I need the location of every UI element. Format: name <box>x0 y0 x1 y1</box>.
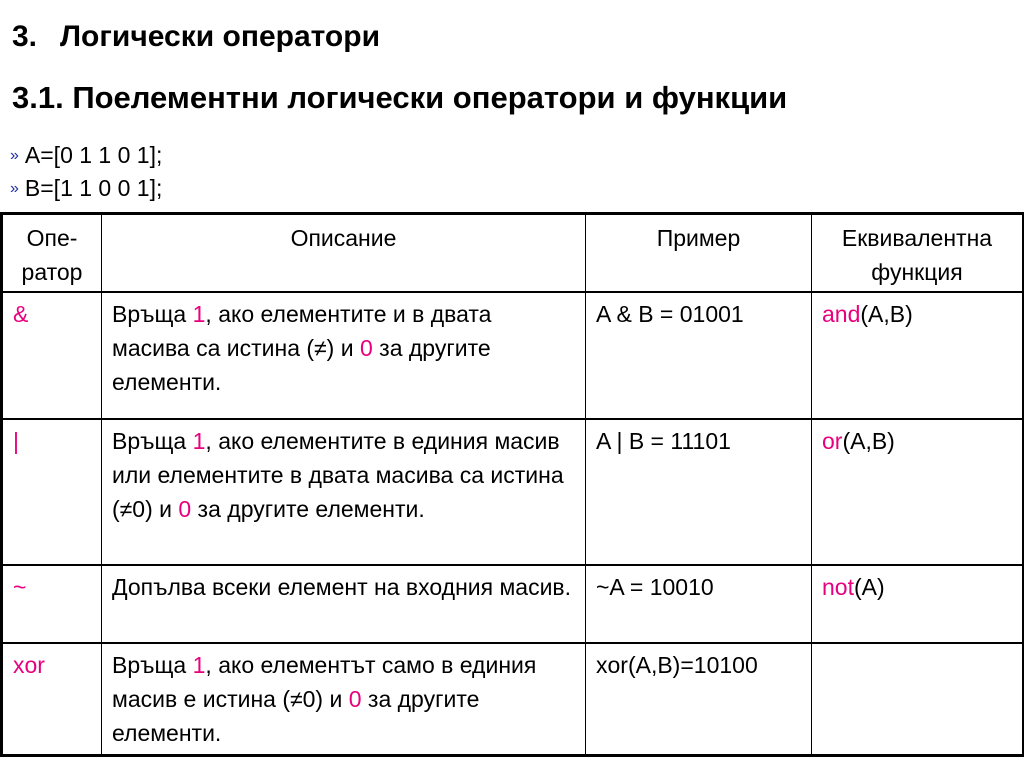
table-row-not <box>2 565 1024 643</box>
header-function: Еквивалентна функция <box>812 214 1024 293</box>
header-example: Пример <box>586 214 812 293</box>
header-description: Описание <box>102 214 586 293</box>
function-cell: or(A,B) <box>812 419 1024 565</box>
table-row-xor <box>2 643 1024 755</box>
function-cell <box>812 643 1024 755</box>
operator-cell: | <box>2 419 102 565</box>
operators-table <box>0 212 1024 757</box>
operator-cell: xor <box>2 643 102 755</box>
description-cell: Връща 1, ако елементите и в двата масива са истина (≠) и 0 за другите елементи. <box>102 292 586 419</box>
code-text-b: B=[1 1 0 0 1]; <box>24 175 163 201</box>
operator-cell: & <box>2 292 102 419</box>
description-cell: Връща 1, ако елементът само в единия масив е истина (≠0) и 0 за другите елементи. <box>102 643 586 755</box>
code-line-b <box>10 175 162 202</box>
table-row-or <box>2 419 1024 565</box>
page-title <box>12 20 380 54</box>
function-cell: and(A,B) <box>812 292 1024 419</box>
prompt-marker: » <box>10 180 19 197</box>
code-text-a: A=[0 1 1 0 1]; <box>24 142 163 168</box>
table-row-and <box>2 292 1024 419</box>
operator-cell: ~ <box>2 565 102 643</box>
title-text: Логически оператори <box>60 20 381 53</box>
example-cell: A | B = 11101 <box>586 419 812 565</box>
description-cell: Допълва всеки елемент на входния масив. <box>102 565 586 643</box>
example-cell: A & B = 01001 <box>586 292 812 419</box>
title-number: 3. <box>12 20 38 53</box>
prompt-marker: » <box>10 147 19 164</box>
header-operator: Опе- ратор <box>2 214 102 293</box>
description-cell: Връща 1, ако елементите в единия масив или елементите в двата масива са истина (≠0) и 0 за другите елементи. <box>102 419 586 565</box>
code-line-a <box>10 142 162 169</box>
function-cell: not(A) <box>812 565 1024 643</box>
table-header-row <box>2 214 1024 293</box>
example-cell: xor(A,B)=10100 <box>586 643 812 755</box>
section-subtitle: 3.1. Поелементни логически оператори и функции <box>12 80 788 115</box>
example-cell: ~A = 10010 <box>586 565 812 643</box>
